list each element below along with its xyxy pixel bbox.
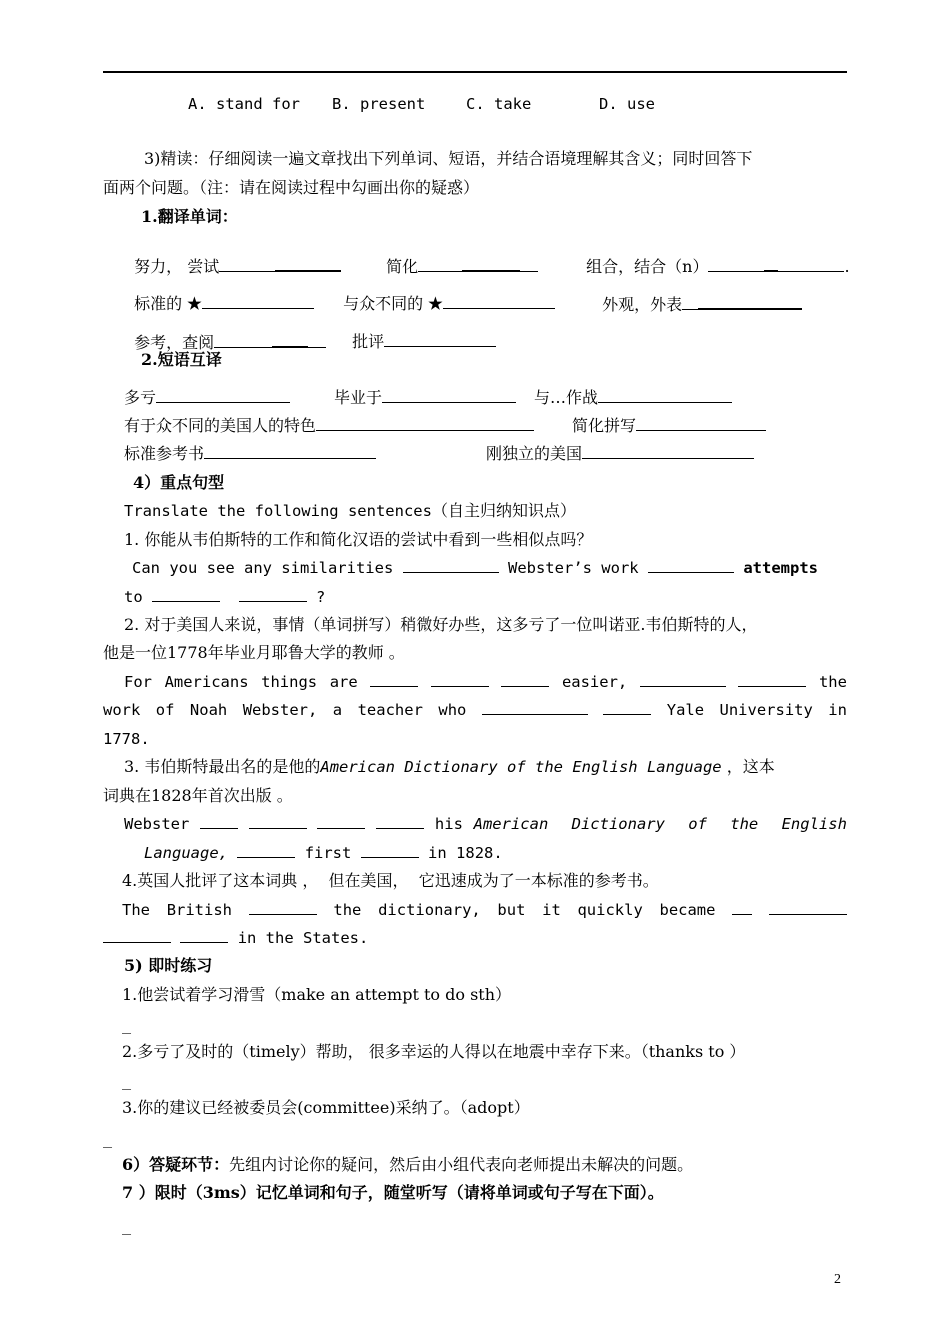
word: but: [497, 901, 526, 919]
answer-blank[interactable]: [384, 332, 496, 347]
answer-blank[interactable]: [598, 388, 732, 403]
word: the: [333, 901, 362, 919]
section4-heading: 4）重点句型: [133, 473, 225, 492]
section6: [122, 1155, 693, 1175]
answer-blank[interactable]: [202, 294, 314, 309]
section4-intro: [124, 501, 576, 521]
answer-blank[interactable]: [418, 257, 462, 272]
vocab-label: 参考，查阅: [134, 333, 215, 352]
answer-blank[interactable]: [317, 814, 365, 829]
answer-blank[interactable]: [431, 672, 489, 687]
page-number: 2: [834, 1272, 841, 1287]
word: first: [304, 844, 352, 862]
answer-blank[interactable]: [443, 294, 555, 309]
answer-line[interactable]: _: [122, 1016, 132, 1034]
q1-part: attempts: [743, 559, 818, 577]
vocab-label: 批评: [352, 332, 385, 351]
word: Webster,: [242, 701, 318, 719]
section6-label: 6）答疑环节：: [122, 1155, 230, 1174]
q4-english-line1: [122, 900, 847, 920]
answer-blank[interactable]: [219, 257, 275, 272]
exercise-2: 2.多亏了及时的（timely）帮助， 很多幸运的人得以在地震中幸存下来。（thanks to ）: [122, 1042, 746, 1061]
q1-part: to: [124, 588, 143, 606]
answer-blank[interactable]: [764, 256, 778, 272]
answer-blank[interactable]: [239, 587, 307, 602]
vocab-label: 组合，结合（n）: [586, 257, 709, 276]
q1-english: [132, 558, 818, 578]
phrase-title: 2.短语互译: [141, 350, 222, 369]
exercise-3: 3.你的建议已经被委员会(committee)采纳了。（adopt）: [122, 1098, 530, 1117]
answer-blank[interactable]: [200, 814, 238, 829]
answer-blank[interactable]: [769, 900, 847, 915]
answer-blank[interactable]: [103, 928, 171, 943]
answer-blank[interactable]: [462, 256, 520, 272]
q2-english-line1: [124, 672, 847, 692]
vocab-item-appearance: [592, 274, 802, 315]
phrase-item: [334, 388, 516, 408]
word: things: [261, 673, 318, 691]
q2-english-line3: 1778.: [103, 730, 150, 748]
answer-blank[interactable]: [778, 257, 844, 272]
word: Noah: [189, 701, 228, 719]
answer-blank[interactable]: [636, 416, 766, 431]
answer-blank[interactable]: [376, 814, 424, 829]
answer-line[interactable]: _: [122, 1072, 132, 1090]
phrase-label: 与…作战: [534, 388, 599, 407]
answer-blank[interactable]: [180, 928, 228, 943]
answer-blank[interactable]: [214, 333, 272, 348]
vocab-label: 与众不同的: [343, 294, 424, 313]
star-icon: ★: [428, 294, 443, 313]
word: work: [103, 701, 141, 719]
q1-part: Can you see any similarities: [132, 559, 394, 577]
word: the: [818, 673, 847, 691]
vocab-item-distinctive: [333, 274, 555, 314]
q1-part: Webster’s work: [507, 559, 639, 577]
phrase-label: 有于众不同的美国人的特色: [124, 416, 317, 435]
vocab-item-combine: [576, 236, 850, 277]
answer-blank[interactable]: [249, 814, 307, 829]
q1-part: ?: [316, 588, 326, 606]
option-d: D. use: [599, 95, 655, 113]
phrase-label: 多亏: [124, 388, 157, 407]
answer-blank[interactable]: [482, 700, 588, 715]
word: quickly: [577, 901, 643, 919]
answer-blank[interactable]: [603, 700, 651, 715]
section3-heading: 3)精读：仔细阅读一遍文章找出下列单词、短语，并结合语境理解其含义；同时回答下: [144, 149, 753, 168]
vocab-item-simplify: [376, 236, 538, 277]
word: in: [828, 701, 847, 719]
answer-blank[interactable]: [316, 416, 534, 431]
word: British: [166, 901, 233, 919]
answer-blank[interactable]: [361, 843, 419, 858]
phrase-label: 毕业于: [334, 388, 383, 407]
phrase-label: 标准参考书: [124, 444, 205, 463]
answer-blank[interactable]: [370, 672, 418, 687]
word: Yale: [666, 701, 705, 719]
phrase-label: 刚独立的美国: [486, 444, 583, 463]
book-title: Language,: [144, 844, 228, 862]
q3-part: ，这本: [726, 757, 775, 776]
q2-chinese: 2. 对于美国人来说，事情（单词拼写）稍微好办些，这多亏了一位叫诺亚.韦伯斯特的人，: [124, 615, 758, 634]
word: a: [332, 701, 343, 719]
answer-blank[interactable]: [403, 558, 499, 573]
q2-english-line2: [103, 700, 847, 720]
answer-blank[interactable]: [648, 558, 734, 573]
vocab-label: 努力， 尝试: [134, 257, 220, 276]
option-c: C. take: [466, 95, 532, 113]
q1-english-cont: [124, 587, 325, 607]
answer-blank[interactable]: [156, 388, 290, 403]
q3-chinese: [124, 757, 775, 777]
answer-blank[interactable]: [272, 332, 308, 348]
word: of: [155, 701, 175, 719]
option-b: B. present: [332, 95, 426, 113]
section6-text: 先组内讨论你的疑问，然后由小组代表向老师提出未解决的问题。: [229, 1155, 694, 1174]
word: are: [329, 673, 358, 691]
answer-blank[interactable]: [152, 587, 220, 602]
section3-heading-cont: 面两个问题。（注：请在阅读过程中勾画出你的疑惑）: [103, 178, 480, 197]
star-icon: ★: [187, 294, 202, 313]
answer-blank[interactable]: [708, 257, 764, 272]
phrase-item: [572, 416, 766, 436]
q1-chinese: 1. 你能从韦伯斯特的工作和简化汉语的尝试中看到一些相似点吗？: [124, 530, 593, 549]
q4-english-line2: [103, 928, 368, 948]
word: it: [542, 901, 561, 919]
q2-chinese-cont: 他是一位1778年毕业月耶鲁大学的教师 。: [103, 643, 405, 662]
word: Americans: [164, 673, 249, 691]
phrase-item: [124, 416, 534, 436]
answer-blank[interactable]: [275, 256, 341, 272]
answer-blank[interactable]: [249, 900, 317, 915]
word: who: [438, 701, 467, 719]
intro-en: Translate the following sentences: [124, 502, 432, 520]
word: became: [659, 901, 716, 919]
q4-chinese: 4.英国人批评了这本词典 ， 但在美国， 它迅速成为了一本标准的参考书。: [122, 871, 659, 890]
vocab-label: 标准的: [134, 294, 183, 313]
exercise-1: 1.他尝试着学习滑雪（make an attempt to do sth）: [122, 985, 512, 1004]
option-a: A. stand for: [188, 95, 300, 113]
word: The: [122, 901, 150, 919]
vocab-title: 1.翻译单词：: [141, 207, 238, 226]
answer-blank[interactable]: [640, 672, 726, 687]
header-rule: [103, 71, 847, 73]
answer-blank[interactable]: [698, 294, 802, 310]
phrase-item: [486, 444, 754, 464]
book-title: American Dictionary of the English: [473, 815, 847, 833]
word: easier,: [561, 673, 628, 691]
vocab-item-effort: [124, 236, 341, 277]
answer-blank[interactable]: [204, 444, 376, 459]
q3-chinese-cont: 词典在1828年首次出版 。: [103, 786, 293, 805]
word: in 1828.: [428, 844, 503, 862]
q3-english-line2: [144, 843, 503, 863]
answer-blank[interactable]: [682, 295, 698, 310]
answer-blank[interactable]: [501, 672, 549, 687]
word: Webster: [124, 815, 190, 833]
phrase-item: [534, 388, 732, 408]
answer-blank[interactable]: [582, 444, 754, 459]
vocab-label: 简化: [386, 257, 419, 276]
vocab-label: 外观，外表: [602, 295, 683, 314]
answer-blank[interactable]: [738, 672, 806, 687]
answer-line[interactable]: _: [103, 1130, 113, 1148]
word: in the States.: [237, 929, 369, 947]
word: University: [719, 701, 813, 719]
answer-blank[interactable]: [382, 388, 516, 403]
vocab-item-criticize: [342, 312, 496, 352]
word: dictionary,: [378, 901, 481, 919]
phrase-item: [124, 388, 290, 408]
section5-heading: 5) 即时练习: [124, 956, 213, 975]
section7: 7 ）限时（3ms）记忆单词和句子，随堂听写（请将单词或句子写在下面）。: [122, 1183, 664, 1202]
period: .: [844, 257, 850, 276]
vocab-item-reference: [124, 312, 326, 353]
q3-english-line1: [124, 814, 847, 834]
word: For: [124, 673, 152, 691]
word: his: [434, 815, 463, 833]
phrase-item: [124, 444, 376, 464]
phrase-label: 简化拼写: [572, 416, 637, 435]
q3-part: 3. 韦伯斯特最出名的是他的: [124, 757, 321, 776]
answer-blank[interactable]: [520, 257, 538, 272]
intro-cn: （自主归纳知识点）: [431, 501, 576, 520]
answer-line[interactable]: _: [122, 1217, 132, 1235]
book-title: American Dictionary of the English Language: [320, 758, 722, 776]
answer-blank[interactable]: [732, 900, 752, 915]
word: teacher: [357, 701, 423, 719]
answer-blank[interactable]: [237, 843, 295, 858]
vocab-item-standard: [124, 274, 314, 314]
answer-blank[interactable]: [308, 333, 326, 348]
